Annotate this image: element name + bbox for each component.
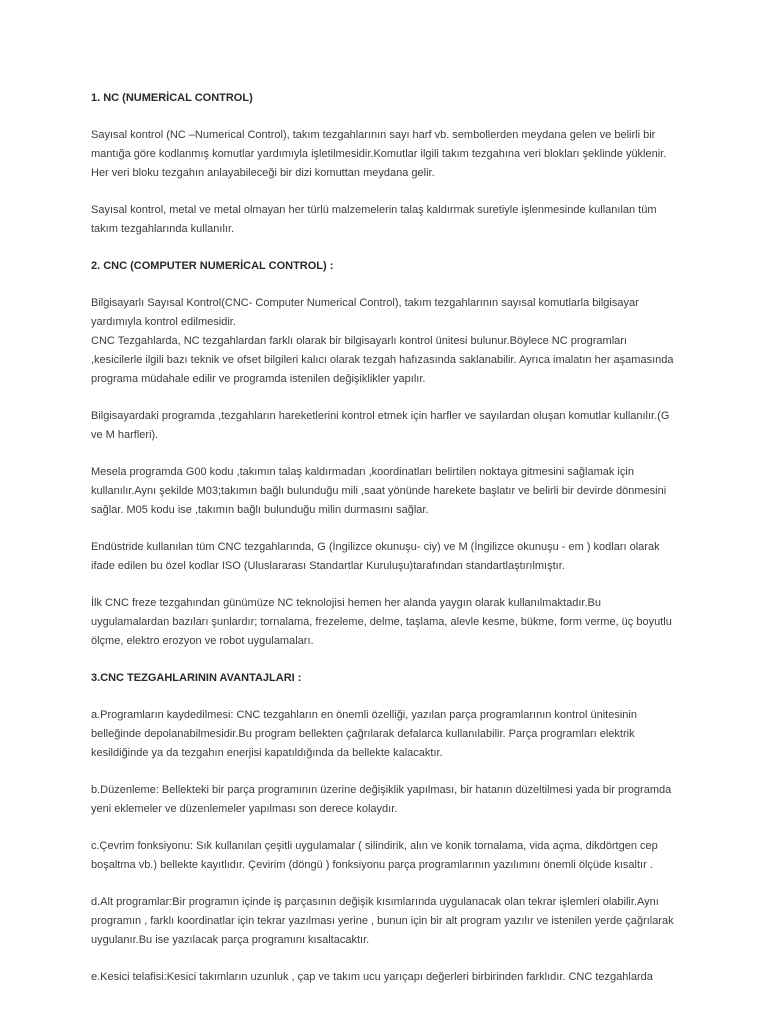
paragraph <box>91 407 681 445</box>
paragraph <box>91 463 681 520</box>
text-line: b.Düzenleme: Bellekteki bir parça programının üzerine değişiklik yapılması, bir hatanın düzeltilmesi yada bir programda <box>91 784 672 796</box>
text-line: Mesela programda G00 kodu ,takımın talaş kaldırmadan ,koordinatları belirtilen noktaya gitmesini sağlamak için <box>91 466 634 478</box>
text-line: ölçme, elektro erozyon ve robot uygulamaları. <box>91 635 314 647</box>
section-heading-cnc <box>91 257 681 276</box>
paragraph <box>91 893 681 950</box>
text-line: 3.CNC TEZGAHLARININ AVANTAJLARI : <box>91 672 302 684</box>
text-line: yeni eklemeler ve düzenlemeler yapılması son derece kolaydır. <box>91 803 398 815</box>
paragraph <box>91 706 681 763</box>
text-line: CNC Tezgahlarda, NC tezgahlardan farklı olarak bir bilgisayarlı kontrol ünitesi bulunur.Böylece NC programları <box>91 335 627 347</box>
text-line: 1. NC (NUMERİCAL CONTROL) <box>91 92 253 104</box>
text-line: Endüstride kullanılan tüm CNC tezgahlarında, G (İngilizce okunuşu- ciy) ve M (İngilizce okunuşu - em ) kodları olarak <box>91 541 660 553</box>
text-line: Sayısal kontrol, metal ve metal olmayan her türlü malzemelerin talaş kaldırmak suretiyle işlenmesinde kullanılan tüm <box>91 204 657 216</box>
section-heading-nc <box>91 89 681 108</box>
text-line: uygulanır.Bu ise yazılacak parça programını kısaltacaktır. <box>91 934 370 946</box>
text-line: kesildiğinde ya da tezgahın enerjisi kapatıldığında da bellekte kalacaktır. <box>91 747 443 759</box>
text-line: boşaltma vb.) bellekte kayıtlıdır. Çevirim (döngü ) fonksiyonu parça programlarının yazılımını önemli ölçüde kısaltır . <box>91 859 653 871</box>
text-line: programa müdahale edilir ve programda istenilen değişiklikler yapılır. <box>91 373 426 385</box>
section-heading-advantages <box>91 669 681 688</box>
text-line: e.Kesici telafisi:Kesici takımların uzunluk , çap ve takım ucu yarıçapı değerleri birbirinden farklıdır. CNC tezgahlarda <box>91 971 653 983</box>
paragraph <box>91 837 681 875</box>
text-line: uygulamalardan bazıları şunlardır; tornalama, frezeleme, delme, taşlama, alevle kesme, bükme, form verme, üç boyutlu <box>91 616 672 628</box>
document-page <box>91 89 681 987</box>
text-line: d.Alt programlar:Bir programın içinde iş parçasının değişik kısımlarında uygulanacak olan tekrar işlemleri olabilir.Aynı <box>91 896 659 908</box>
text-line: 2. CNC (COMPUTER NUMERİCAL CONTROL) : <box>91 260 334 272</box>
text-line: a.Programların kaydedilmesi: CNC tezgahların en önemli özelliği, yazılan parça programlarının kontrol ünitesinin <box>91 709 637 721</box>
text-line: ifade edilen bu özel kodlar ISO (Uluslararası Standartlar Kuruluşu)tarafından standartlaştırılmıştır. <box>91 560 565 572</box>
text-line: Her veri bloku tezgahın anlayabileceği bir dizi komuttan meydana gelir. <box>91 167 435 179</box>
text-line: yardımıyla kontrol edilmesidir. <box>91 316 236 328</box>
text-line: ve M harfleri). <box>91 429 159 441</box>
paragraph <box>91 538 681 576</box>
text-line: kullanılır.Aynı şekilde M03;takımın bağlı bulunduğu mili ,saat yönünde harekete başlatır ve belirli bir devirde dönmesini <box>91 485 667 497</box>
paragraph <box>91 294 681 389</box>
text-line: c.Çevrim fonksiyonu: Sık kullanılan çeşitli uygulamalar ( silindirik, alın ve konik tornalama, vida açma, dikdörtgen cep <box>91 840 658 852</box>
text-line: Bilgisayardaki programda ,tezgahların hareketlerini kontrol etmek için harfler ve sayılardan oluşan komutlar kullanılır.(G <box>91 410 670 422</box>
paragraph <box>91 594 681 651</box>
paragraph <box>91 781 681 819</box>
text-line: mantığa göre kodlanmış komutlar yardımıyla işletilmesidir.Komutlar ilgili takım tezgahına veri blokları şeklinde yüklenir. <box>91 148 667 160</box>
text-line: takım tezgahlarında kullanılır. <box>91 223 235 235</box>
text-line: programın , farklı koordinatlar için tekrar yazılması yerine , bunun için bir alt program yazılır ve istenilen yerde çağrılarak <box>91 915 674 927</box>
text-line: sağlar. M05 kodu ise ,takımın bağlı bulunduğu milin durmasını sağlar. <box>91 504 429 516</box>
paragraph <box>91 126 681 183</box>
paragraph <box>91 201 681 239</box>
text-line: belleğinde depolanabilmesidir.Bu program bellekten çağrılarak defalarca kullanılabilir. Parça programları elektrik <box>91 728 635 740</box>
text-line: Sayısal kontrol (NC –Numerical Control), takım tezgahlarının sayı harf vb. sembollerden meydana gelen ve belirli bir <box>91 129 656 141</box>
text-line: İlk CNC freze tezgahından günümüze NC teknolojisi hemen her alanda yaygın olarak kullanılmaktadır.Bu <box>91 597 601 609</box>
paragraph <box>91 968 681 987</box>
text-line: ,kesicilerle ilgili bazı teknik ve ofset bilgileri kalıcı olarak tezgah hafızasında saklanabilir. Ayrıca imalatın her aşamasında <box>91 354 674 366</box>
text-line: Bilgisayarlı Sayısal Kontrol(CNC- Computer Numerical Control), takım tezgahlarının sayısal komutlarla bilgisayar <box>91 297 639 309</box>
